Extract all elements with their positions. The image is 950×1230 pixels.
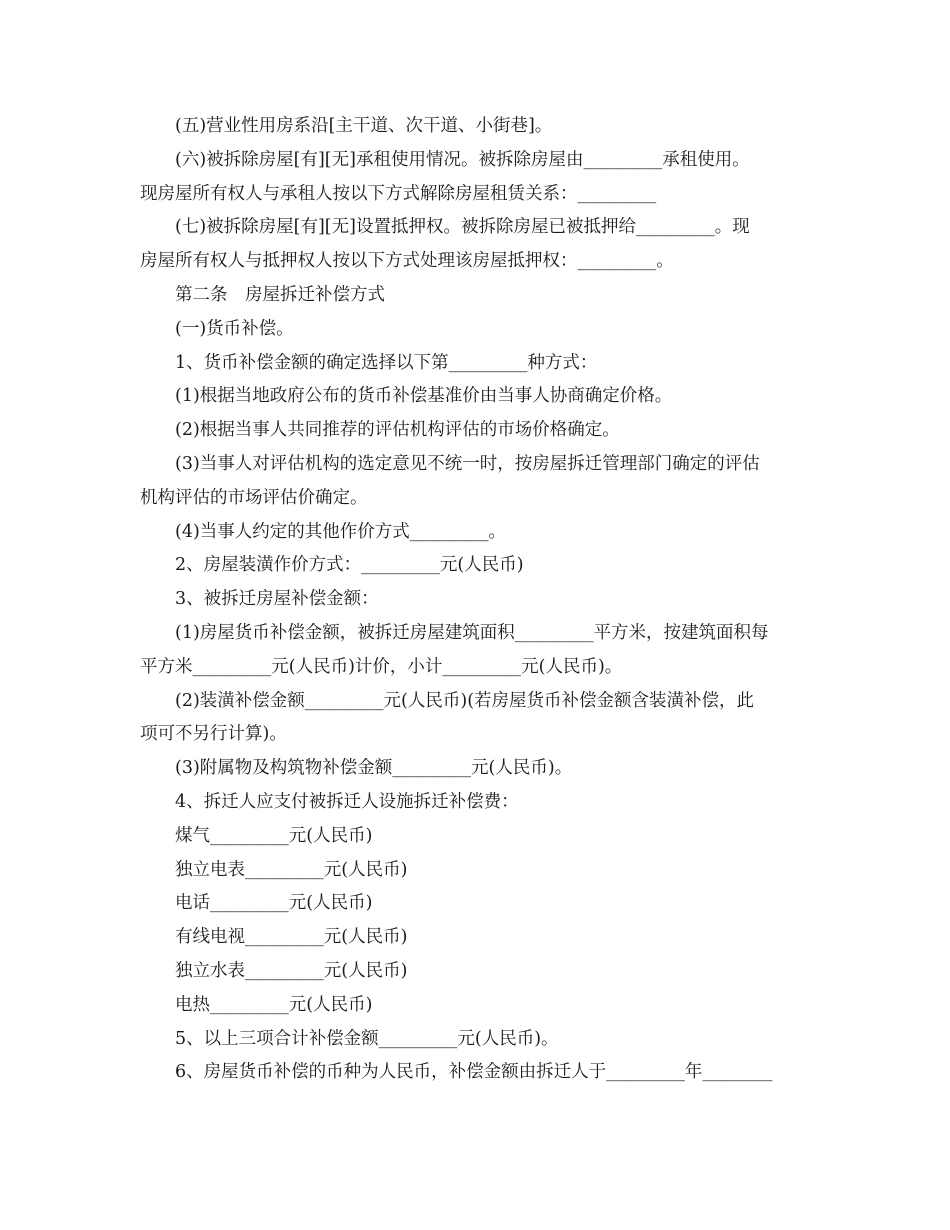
text-line: (3)当事人对评估机构的选定意见不统一时，按房屋拆迁管理部门确定的评估	[175, 453, 760, 474]
text-line: (一)货币补偿。	[175, 318, 294, 339]
text-line: 煤气_________元(人民币)	[175, 825, 373, 846]
text-line: 2、房屋装潢作价方式：_________元(人民币)	[175, 555, 524, 576]
text-line: (五)营业性用房系沿[主干道、次干道、小街巷]。	[175, 116, 553, 136]
text-line: 项可不另行计算)。	[140, 724, 287, 745]
text-line: 5、以上三项合计补偿金额_________元(人民币)。	[175, 1028, 559, 1049]
document-page	[140, 110, 812, 1090]
text-line: 电话_________元(人民币)	[175, 893, 373, 914]
text-line: 1、货币补偿金额的确定选择以下第_________种方式：	[175, 352, 598, 373]
text-line: (1)根据当地政府公布的货币补偿基准价由当事人协商确定价格。	[175, 386, 673, 407]
text-line: (2)装潢补偿金额_________元(人民币)(若房屋货币补偿金额含装潢补偿，此	[175, 690, 755, 711]
text-line: 3、被拆迁房屋补偿金额：	[175, 589, 379, 610]
text-line: 机构评估的市场评估价确定。	[140, 487, 368, 508]
text-line: 独立水表_________元(人民币)	[175, 960, 408, 981]
text-line: (七)被拆除房屋[有][无]设置抵押权。被拆除房屋已被抵押给_________。现	[175, 217, 750, 238]
text-line: 电热_________元(人民币)	[175, 994, 373, 1015]
text-line: 有线电视_________元(人民币)	[175, 927, 408, 948]
text-line: 房屋所有权人与抵押权人按以下方式处理该房屋抵押权：_________。	[140, 251, 674, 272]
text-line: (4)当事人约定的其他作价方式_________。	[175, 521, 507, 542]
section-heading: 第二条 房屋拆迁补偿方式	[175, 284, 385, 305]
text-line: 4、拆迁人应支付被拆迁人设施拆迁补偿费：	[175, 791, 519, 812]
text-line: 现房屋所有权人与承租人按以下方式解除房屋租赁关系：_________	[140, 183, 657, 204]
text-line: 独立电表_________元(人民币)	[175, 859, 408, 880]
text-line: (六)被拆除房屋[有][无]承租使用情况。被拆除房屋由_________承租使用。	[175, 149, 750, 170]
text-line: (2)根据当事人共同推荐的评估机构评估的市场价格确定。	[175, 420, 620, 441]
text-line: 6、房屋货币补偿的币种为人民币，补偿金额由拆迁人于_________年________	[175, 1062, 773, 1083]
text-line: (1)房屋货币补偿金额，被拆迁房屋建筑面积_________平方米，按建筑面积每	[175, 622, 769, 643]
text-line: (3)附属物及构筑物补偿金额_________元(人民币)。	[175, 758, 573, 779]
text-line: 平方米_________元(人民币)计价，小计_________元(人民币)。	[140, 656, 623, 677]
